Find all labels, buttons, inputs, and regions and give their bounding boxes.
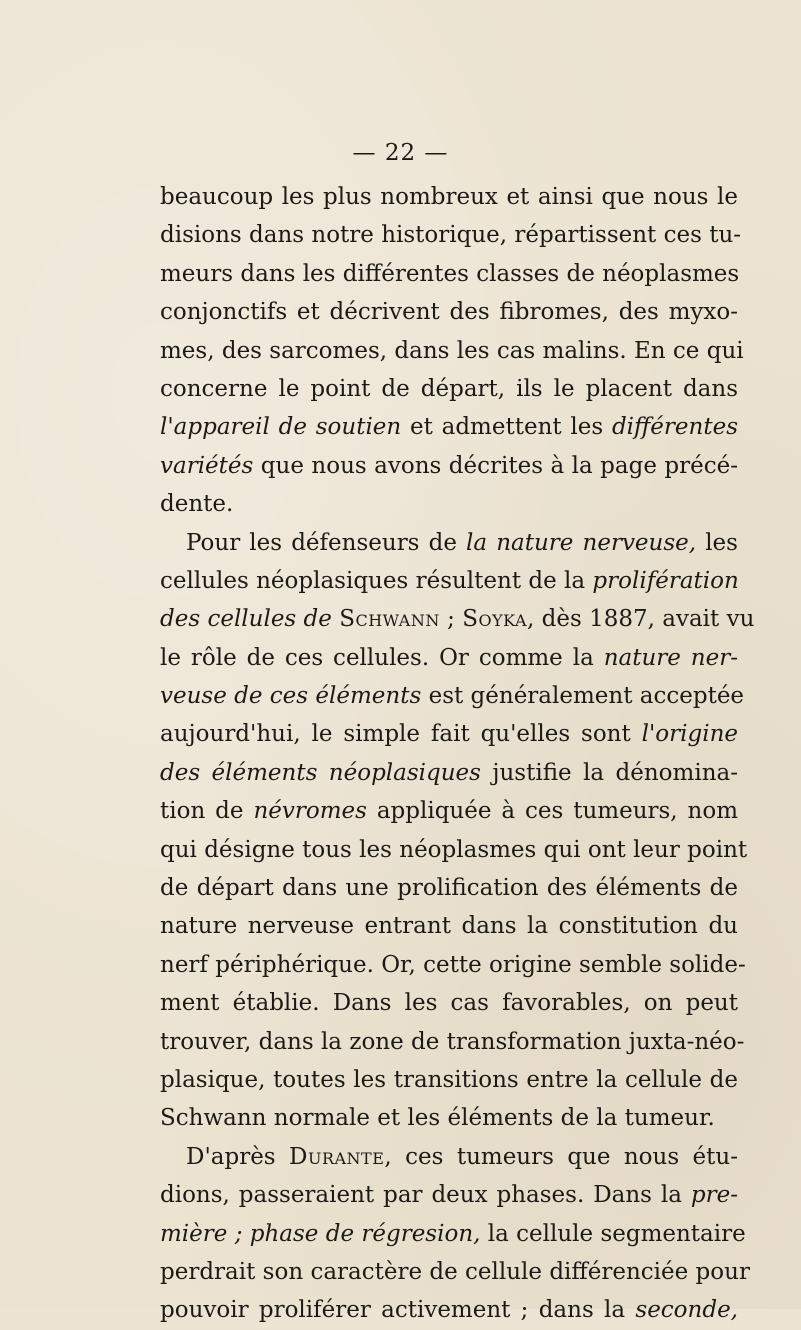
text-line [160, 293, 738, 331]
text-line [160, 715, 738, 753]
text-line [160, 907, 738, 945]
italic-run: des éléments néoplasiques [160, 759, 481, 786]
italic-run: variétés [160, 452, 254, 479]
text-line [160, 1291, 738, 1329]
text-run: que nous avons décrites à la page précé- [253, 452, 738, 479]
text-run: ; [439, 606, 463, 633]
text-line [160, 178, 738, 216]
italic-run: veuse de ces éléments [160, 683, 422, 710]
italic-run: différentes [611, 414, 738, 441]
italic-run: la nature nerveuse, [466, 529, 697, 556]
text-line [160, 792, 738, 830]
text-line [160, 408, 738, 446]
text-line [160, 754, 738, 792]
text-run: , ces tumeurs que nous étu- [384, 1143, 738, 1170]
text-run: meurs dans les différentes classes de néoplasmes [160, 260, 740, 287]
text-run: dions, passeraient par deux phases. Dans la [160, 1182, 691, 1209]
text-line [160, 485, 738, 523]
small-caps-run: Durante [289, 1143, 385, 1170]
text-run: de départ dans une prolification des éléments de [160, 875, 738, 902]
text-line [160, 1253, 750, 1291]
text-line [160, 984, 738, 1022]
text-line [160, 1215, 746, 1253]
text-run: qui désigne tous les néoplasmes qui ont leur point [160, 836, 748, 863]
page-number: — 22 — [352, 140, 449, 166]
italic-run: nature ner- [603, 644, 738, 671]
text-run: Schwann normale et les éléments de la tumeur. [160, 1105, 715, 1132]
text-run: le rôle de ces cellules. Or comme la [160, 644, 604, 671]
body-text [160, 178, 755, 1330]
text-line [160, 447, 738, 485]
text-line [160, 370, 738, 408]
text-line [160, 1176, 738, 1214]
italic-run: l'origine [641, 721, 738, 748]
italic-run: névromes [253, 798, 367, 825]
text-line [160, 639, 738, 677]
italic-run: seconde, [635, 1297, 738, 1324]
text-run: Pour les défenseurs de [186, 529, 467, 556]
text-run: est généralement acceptée [421, 683, 745, 710]
text-line [160, 869, 738, 907]
text-run: mes, des sarcomes, dans les cas malins. En ce qui [160, 337, 744, 364]
text-run: disions dans notre historique, répartissent ces tu- [160, 222, 742, 249]
text-line [160, 946, 746, 984]
text-run: justifie la dénomina- [480, 759, 738, 786]
text-run: dente. [160, 491, 234, 518]
text-run: aujourd'hui, le simple fait qu'elles sont [160, 721, 642, 748]
small-caps-run: Soyka [462, 606, 528, 633]
text-line [160, 332, 744, 370]
text-run: beaucoup les plus nombreux et ainsi que nous le [160, 184, 738, 210]
italic-run: prolifération [592, 567, 739, 594]
text-line [160, 1099, 738, 1137]
text-run: nature nerveuse entrant dans la constitution du [160, 913, 738, 940]
text-line [160, 677, 745, 715]
small-caps-run: Schwann [339, 606, 440, 633]
text-line [160, 600, 755, 638]
text-run: cellules néoplasiques résultent de la [160, 567, 593, 594]
text-line [160, 1023, 745, 1061]
text-run: les [696, 529, 738, 556]
text-run: appliquée à ces tumeurs, nom [366, 798, 739, 825]
text-run: conjonctifs et décrivent des fibromes, des myxo- [160, 299, 738, 326]
text-run: et admettent les [401, 414, 612, 441]
text-run: plasique, toutes les transitions entre la cellule de [160, 1066, 738, 1093]
text-line [160, 562, 738, 600]
text-line [160, 1061, 738, 1099]
text-run: concerne le point de départ, ils le placent dans [160, 375, 738, 402]
text-run: pouvoir proliférer activement ; dans la [160, 1297, 636, 1324]
text-run: nerf périphérique. Or, cette origine semble solide- [160, 951, 746, 978]
text-run: perdrait son caractère de cellule différenciée pour [160, 1258, 750, 1285]
italic-run: mière ; phase de régresion, [160, 1220, 481, 1247]
text-line [160, 255, 738, 293]
italic-run: l'appareil de soutien [160, 414, 402, 441]
text-line [160, 216, 742, 254]
text-run: ment établie. Dans les cas favorables, on peut [160, 990, 738, 1017]
text-run: la cellule segmentaire [480, 1220, 746, 1247]
text-run: D'après [186, 1143, 290, 1170]
text-line [160, 831, 748, 869]
text-run: tion de [160, 798, 254, 825]
text-line [160, 1138, 738, 1176]
italic-run: des cellules de [160, 606, 340, 633]
text-line [160, 524, 738, 562]
italic-run: pre- [690, 1182, 738, 1209]
text-run: trouver, dans la zone de transformation juxta-néo- [160, 1028, 745, 1055]
text-run: , dès 1887, avait vu [527, 606, 755, 633]
